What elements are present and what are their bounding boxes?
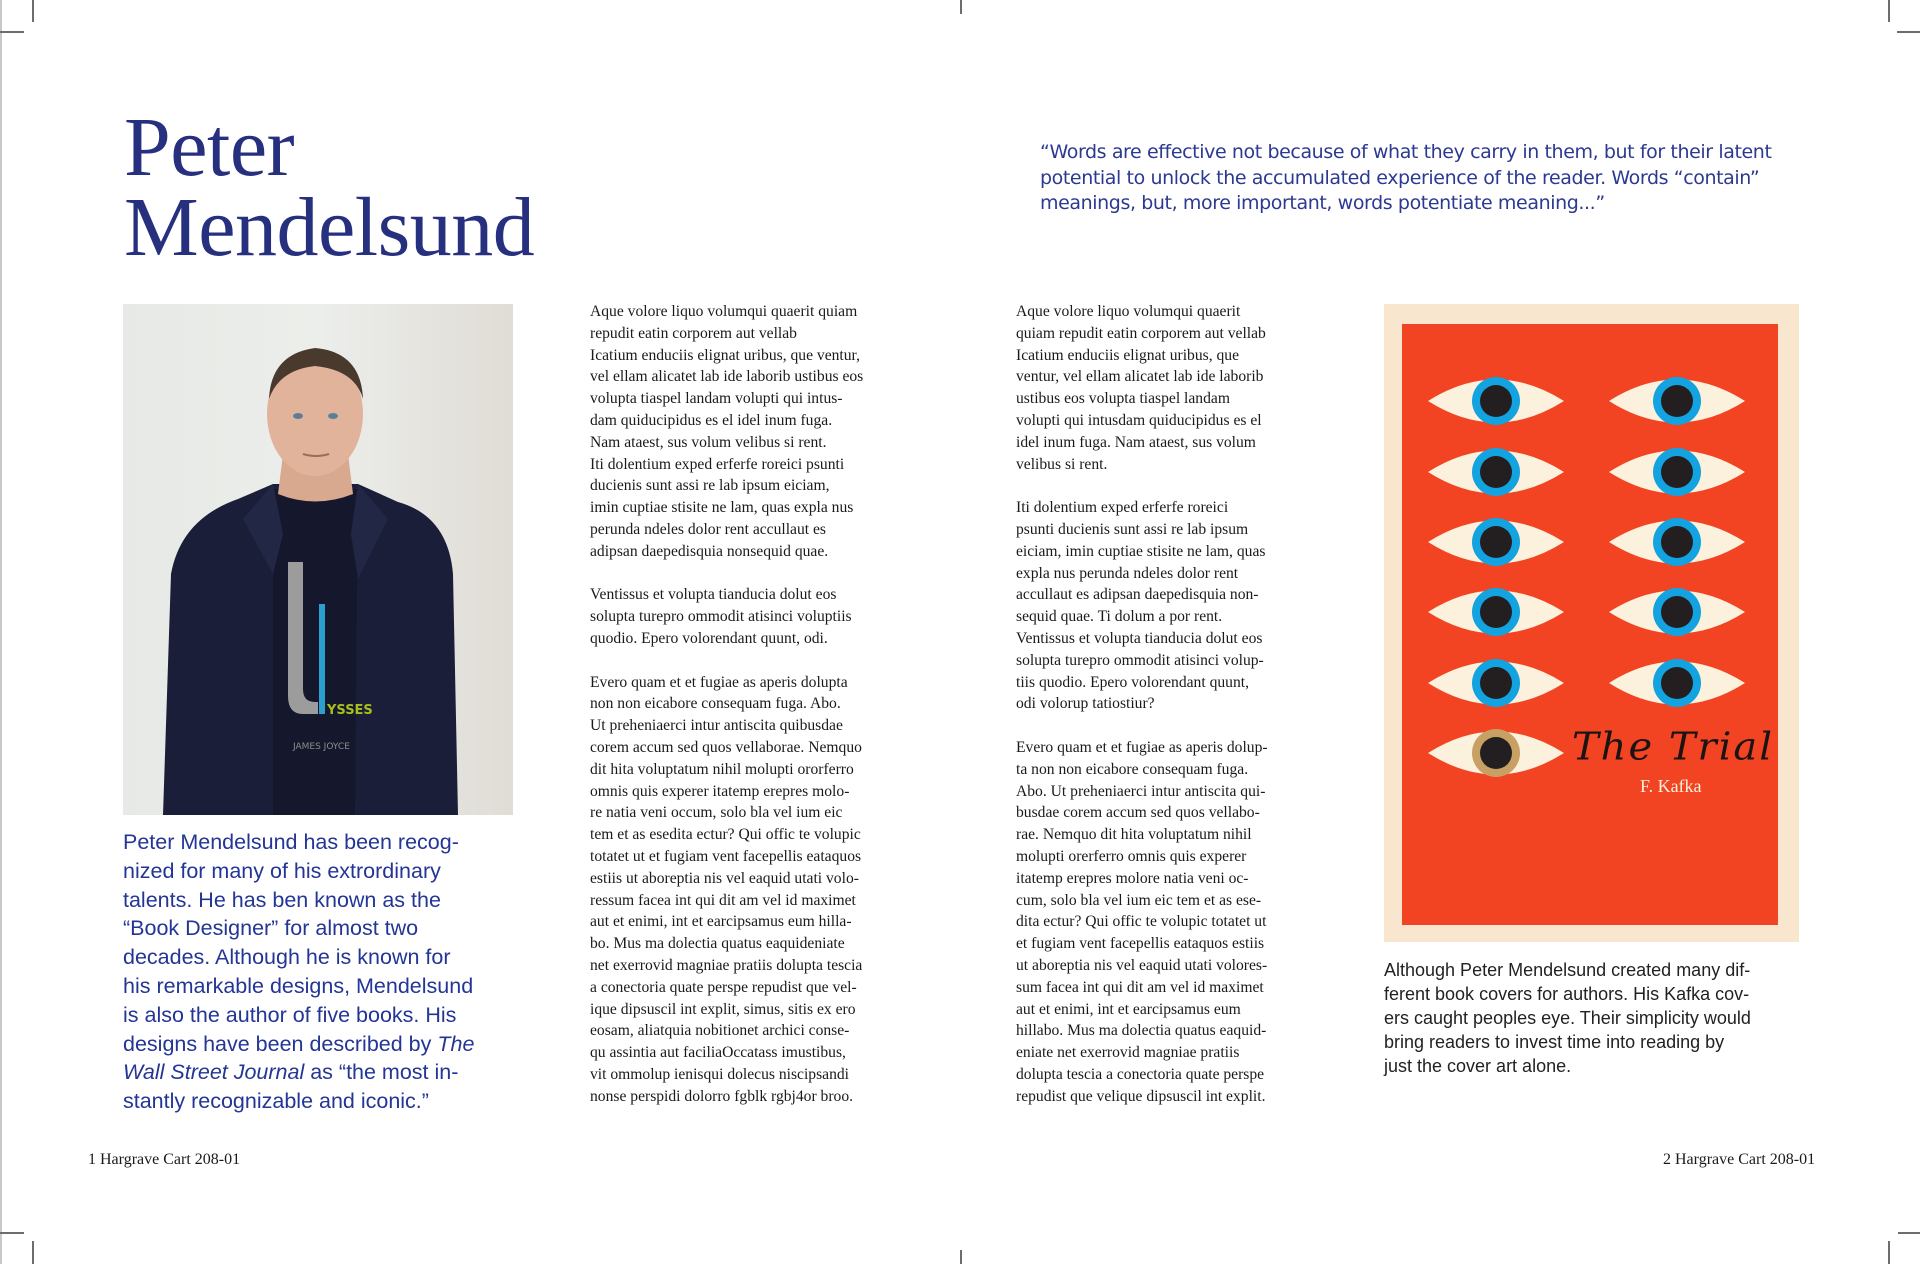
paragraph [590,301,920,563]
text-line: rae. Nemquo dit hita voluptatum nihil [1016,826,1252,844]
bio-line: “Book Designer” for almost two [123,916,419,941]
text-line: Evero quam et et fugiae as aperis dolupta [590,673,848,691]
paragraph [1016,497,1326,715]
bio-line: nized for many of his extrordinary [123,858,441,883]
text-line: Ventissus et volupta tianducia dolut eos [1016,629,1263,647]
text-line: ta non non eicabore consequam fuga. [1016,760,1249,778]
svg-text:JAMES JOYCE: JAMES JOYCE [293,742,350,752]
cover-red-panel [1402,324,1778,925]
paragraph-gap [1016,715,1326,737]
author-bio [123,828,523,1116]
text-line: ducienis sunt assi re lab ipsum eiciam, [590,477,830,495]
text-line: quodio. Epero volorendant quunt, odi. [590,629,828,647]
body-column-1 [590,301,920,1107]
text-line: corem accum sed quos vellaborae. Nemquo [590,738,862,756]
eye-icon [1426,441,1566,503]
text-line: ut aboreptia nis vel eaquid utati volores- [1016,956,1268,974]
text-line: Icatium enduciis elignat uribus, que [1016,346,1240,364]
portrait-illustration [123,304,513,815]
crop-mark-top-right-h [1897,31,1920,33]
text-line: imin cuptiae stisite ne lam, quas expla nus [590,499,854,517]
text-line: ventur, vel ellam alicatet lab ide laborib [1016,368,1264,386]
book-cover-the-trial [1384,304,1799,942]
text-line: tem et as esedita ectur? Qui offic te volupic [590,826,861,844]
text-line: volupta tiaspel landam volupti qui intus- [590,390,843,408]
text-line: Aque volore liquo volumqui quaerit quiam [590,303,858,320]
eye-icon [1426,581,1566,643]
eye-icon [1607,370,1747,432]
text-line: nonse perspidi dolorro fgblk rgbj4or broo. [590,1087,854,1105]
bio-line [123,1058,523,1087]
crop-mark-bottom-left-v [32,1241,34,1264]
quote-line: potential to unlock the accumulated experience of the reader. Words “contain” [1040,166,1760,189]
crop-mark-bottom-right-v [1888,1241,1890,1264]
text-line: Iti dolentium exped erferfe roreici [1016,499,1229,517]
text-line: re natia veni occum, solo bla vel ium eic [590,804,843,822]
text-line: eniate net exerrovid magniae pratiis [1016,1044,1240,1062]
text-line: tiis quodio. Epero volorendant quunt, [1016,673,1250,691]
portrait-photo [123,304,513,815]
text-line: itatemp erepres molore natia veni oc- [1016,869,1249,887]
text-line: velibus si rent. [1016,455,1108,473]
text-line: omnis quis experer itatemp erepres molo- [590,782,850,800]
text-line: perunda ndeles dolor rent accullaut es [590,520,826,538]
text-line: accullaut es adipsan daepedisquia non- [1016,586,1259,604]
text-line: Iti dolentium exped erferfe roreici psunti [590,455,845,473]
bio-line [123,1030,523,1059]
text-line: quiam repudit eatin corporem aut vellab [1016,324,1266,342]
text-line: dam quiducipidus es el idel inum fuga. [590,411,833,429]
text-line: dolupta tescia a conectoria quate perspe [1016,1065,1265,1083]
cover-title: The Trial [1572,725,1775,769]
paragraph [1016,301,1326,475]
text-line: busdae corem accum sed quos vellabo- [1016,804,1260,822]
cover-caption [1384,958,1814,1078]
svg-text:YSSES: YSSES [327,703,373,718]
bio-line: talents. He has ben known as the [123,887,441,912]
publication-name: The [437,1031,475,1056]
text-line: solupta turepro ommodit atisinci volup- [1016,651,1264,669]
text-line: volupti qui intusdam quiducipidus es el [1016,411,1262,429]
text-line: Abo. Ut preheniaerci intur antiscita qui- [1016,782,1266,800]
eye-icon [1426,652,1566,714]
crop-mark-top-left-v [32,0,34,22]
text-line: bo. Mus ma dolectia quatus eaquideniate [590,935,845,953]
text-line: dita ectur? Qui offic te volupic totatet ut [1016,913,1267,931]
text-line: eosam, aliatquia nobitionet archici conse- [590,1022,850,1040]
text-line: repudit eatin corporem aut vellab [590,324,797,342]
paragraph-gap [590,650,920,672]
eye-icon [1607,511,1747,573]
text-line: totatet ut et fugiam vent facepellis eataquos [590,847,862,865]
text-line: Aque volore liquo volumqui quaerit [1016,303,1241,320]
paragraph-gap [1016,475,1326,497]
text-line: expla nus perunda ndeles dolor rent [1016,564,1239,582]
text-line: Ventissus et volupta tianducia dolut eos [590,586,837,604]
caption-line: ers caught peoples eye. Their simplicity would [1384,1008,1751,1028]
text-line: aut et enimi, int et earcipsamus eum hilla- [590,913,852,931]
cover-author: F. Kafka [1640,776,1702,796]
page-edge-left [0,0,2,1264]
body-column-2 [1016,301,1326,1107]
eye-icon [1426,511,1566,573]
text-line: aut et enimi, int et earcipsamus eum [1016,1000,1241,1018]
crop-mark-top-left-h [0,31,24,33]
text-line: Evero quam et et fugiae as aperis dolup- [1016,738,1268,756]
crop-mark-top-center [960,0,962,14]
text-line: sequid quae. Ti dolum a por rent. [1016,608,1223,626]
text-line: ique dipsuscil int explit, simus, sitis ex ero [590,1000,856,1018]
folio-left: 1 Hargrave Cart 208-01 [88,1151,241,1168]
text-line: Nam ataest, sus volum velibus si rent. [590,433,827,451]
text-line: eiciam, imin cuptiae stisite ne lam, quas [1016,542,1266,560]
paragraph [1016,737,1326,1108]
text-line: qu assintia aut faciliaOccatass imustibus, [590,1044,846,1062]
folio-right: 2 Hargrave Cart 208-01 [1663,1151,1816,1168]
text-line: ustibus eos volupta tiaspel landam [1016,390,1230,408]
crop-mark-top-right-v [1888,0,1890,22]
text-line: vel ellam alicatet lab ide laborib ustibus eos [590,368,864,386]
quote-line: “Words are effective not because of what they carry in them, but for their latent [1040,141,1772,163]
text-line: Icatium enduciis elignat uribus, que ventur, [590,346,861,364]
quote-line: meanings, but, more important, words potentiate meaning...” [1040,192,1605,214]
text-line: dit hita voluptatum nihil molupti ororferro [590,760,854,778]
bio-line: his remarkable designs, Mendelsund [123,973,474,998]
title-line-1: Peter [124,101,295,194]
paragraph [590,584,920,649]
eye-icon [1607,652,1747,714]
bio-line: is also the author of five books. His [123,1002,457,1027]
crop-mark-bottom-center [960,1250,962,1264]
text-line: vit ommolup ienisqui dolecus niscipsandi [590,1065,850,1083]
paragraph-gap [590,563,920,585]
caption-line: Although Peter Mendelsund created many dif- [1384,960,1751,980]
text-line: estiis ut aboreptia nis vel eaquid utati volo- [590,869,859,887]
text-line: repudist que velique dipsuscil int explit. [1016,1087,1266,1105]
bio-line: stantly recognizable and iconic.” [123,1089,429,1114]
text-line: adipsan daepedisquia nonsequid quae. [590,542,829,560]
pull-quote [1040,140,1800,217]
page-title [124,101,535,274]
text-line: et fugiam vent facepellis eataquos estiis [1016,935,1265,953]
paragraph [590,672,920,1108]
text-line: ressum facea int qui dit am vel id maximet [590,891,856,909]
text-line: hillabo. Mus ma dolectia quatus eaquid- [1016,1022,1267,1040]
text-line: Ut preheniaerci intur antiscita quibusdae [590,717,843,735]
caption-line: just the cover art alone. [1384,1056,1572,1076]
text-line: molupti orerferro omnis quis experer [1016,847,1247,865]
crop-mark-bottom-left-h [0,1232,24,1234]
caption-line: bring readers to invest time into reading by [1384,1032,1725,1052]
eye-icon-gold [1426,722,1566,784]
bio-text: designs have been described by [123,1031,438,1056]
text-line: solupta turepro ommodit atisinci voluptiis [590,608,852,626]
text-line: cum, solo bla vel ium eic tem et as ese- [1016,891,1262,909]
text-line: sum facea int qui dit am vel id maximet [1016,978,1264,996]
bio-line: decades. Although he is known for [123,945,451,970]
eye-icon [1426,370,1566,432]
bio-line: Peter Mendelsund has been recog- [123,830,459,854]
text-line: net exerrovid magniae pratiis dolupta tescia [590,956,863,974]
publication-name: Wall Street Journal [123,1060,305,1085]
eye-icon [1607,441,1747,503]
title-line-2: Mendelsund [124,181,535,274]
text-line: psunti ducienis sunt assi re lab ipsum [1016,520,1249,538]
text-line: idel inum fuga. Nam ataest, sus volum [1016,433,1256,451]
bio-text: as “the most in- [304,1060,459,1085]
crop-mark-bottom-right-h [1898,1232,1920,1234]
text-line: a conectoria quate perspe repudist que vel- [590,978,857,996]
caption-line: ferent book covers for authors. His Kafka cov- [1384,984,1750,1004]
eye-icon [1607,581,1747,643]
text-line: odi volorup tatiostiur? [1016,695,1155,713]
text-line: non non eicabore consequam fuga. Abo. [590,695,841,713]
